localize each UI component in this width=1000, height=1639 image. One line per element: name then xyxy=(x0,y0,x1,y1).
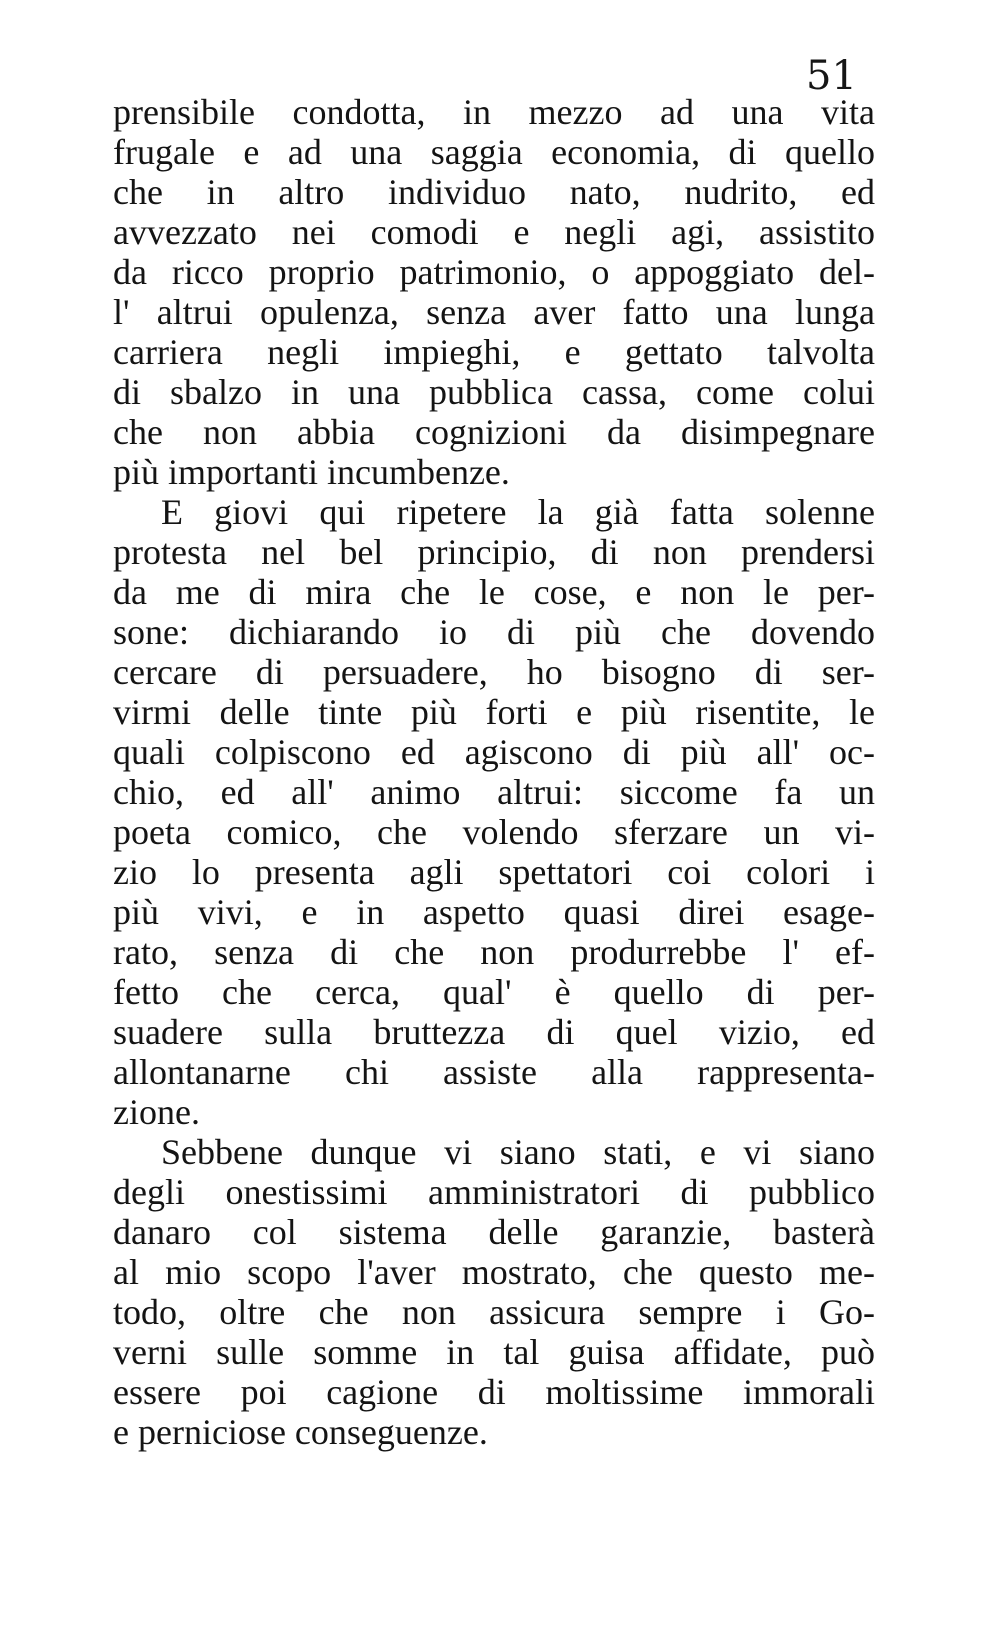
text-line: danaro col sistema delle garanzie, basterà xyxy=(113,1212,875,1252)
text-line: degli onestissimi amministratori di pubblico xyxy=(113,1172,875,1212)
text-line: quali colpiscono ed agiscono di più all' oc- xyxy=(113,732,875,772)
text-line: da me di mira che le cose, e non le per- xyxy=(113,572,875,612)
text-line: l' altrui opulenza, senza aver fatto una lunga xyxy=(113,292,875,332)
text-line: virmi delle tinte più forti e più risentite, le xyxy=(113,692,875,732)
text-line: che non abbia cognizioni da disimpegnare xyxy=(113,412,875,452)
text-line: chio, ed all' animo altrui: siccome fa un xyxy=(113,772,875,812)
text-line: frugale e ad una saggia economia, di quello xyxy=(113,132,875,172)
text-line: E giovi qui ripetere la già fatta solenne xyxy=(161,492,875,532)
text-line: più vivi, e in aspetto quasi direi esage- xyxy=(113,892,875,932)
text-line: carriera negli impieghi, e gettato talvolta xyxy=(113,332,875,372)
text-line: suadere sulla bruttezza di quel vizio, ed xyxy=(113,1012,875,1052)
text-line: prensibile condotta, in mezzo ad una vita xyxy=(113,92,875,132)
text-line: zio lo presenta agli spettatori coi colori i xyxy=(113,852,875,892)
text-line: che in altro individuo nato, nudrito, ed xyxy=(113,172,875,212)
body-text xyxy=(113,92,875,1452)
text-line: cercare di persuadere, ho bisogno di ser- xyxy=(113,652,875,692)
text-line: al mio scopo l'aver mostrato, che questo me- xyxy=(113,1252,875,1292)
text-line: avvezzato nei comodi e negli agi, assistito xyxy=(113,212,875,252)
text-line: più importanti incumbenze. xyxy=(113,452,510,492)
text-line: da ricco proprio patrimonio, o appoggiato del- xyxy=(113,252,875,292)
text-line: protesta nel bel principio, di non prendersi xyxy=(113,532,875,572)
text-line: allontanarne chi assiste alla rappresenta- xyxy=(113,1052,875,1092)
text-line: rato, senza di che non produrrebbe l' ef- xyxy=(113,932,875,972)
text-line: di sbalzo in una pubblica cassa, come colui xyxy=(113,372,875,412)
text-line: fetto che cerca, qual' è quello di per- xyxy=(113,972,875,1012)
text-line: sone: dichiarando io di più che dovendo xyxy=(113,612,875,652)
text-line: verni sulle somme in tal guisa affidate, può xyxy=(113,1332,875,1372)
page-number: 51 xyxy=(806,53,857,99)
text-line: todo, oltre che non assicura sempre i Go- xyxy=(113,1292,875,1332)
text-line: Sebbene dunque vi siano stati, e vi siano xyxy=(161,1132,875,1172)
text-line: essere poi cagione di moltissime immorali xyxy=(113,1372,875,1412)
text-line: e perniciose conseguenze. xyxy=(113,1412,488,1452)
text-line: zione. xyxy=(113,1092,200,1132)
text-line: poeta comico, che volendo sferzare un vi- xyxy=(113,812,875,852)
